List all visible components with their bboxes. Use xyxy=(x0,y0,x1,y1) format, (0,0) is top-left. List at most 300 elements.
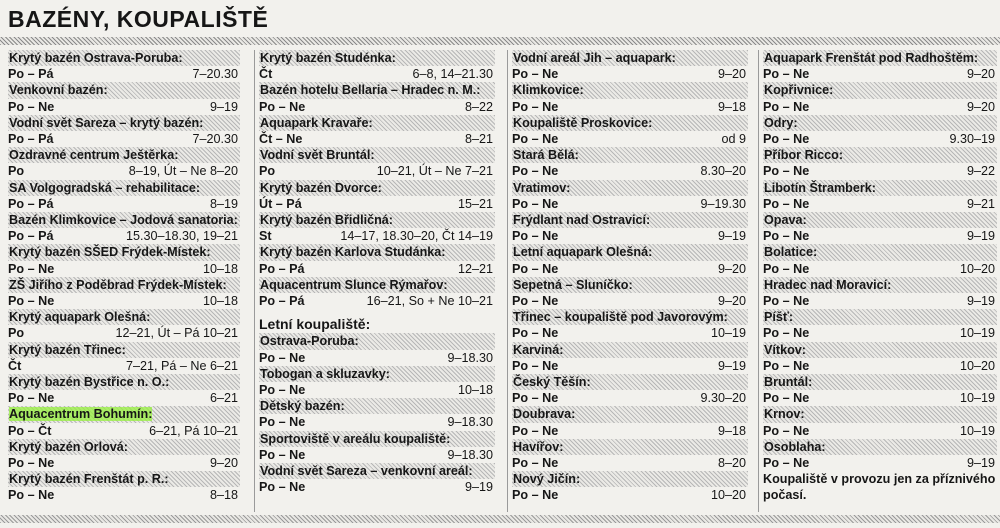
opening-hours: 6–21 xyxy=(209,391,238,406)
hours-row xyxy=(763,390,997,406)
days-label: Po – Ne xyxy=(259,415,306,430)
hours-row xyxy=(512,487,748,503)
days-label: Po – Ne xyxy=(8,488,55,503)
venue-label: Krytý bazén SŠED Frýdek-Místek: xyxy=(9,245,211,260)
opening-hours: 9–18 xyxy=(717,423,746,438)
venue-label: Vodní svět Bruntál: xyxy=(260,148,375,163)
pool-entry xyxy=(763,50,997,82)
pool-entry xyxy=(512,147,748,179)
hours-row xyxy=(259,293,495,309)
opening-hours: 9–22 xyxy=(966,164,995,179)
hours-row xyxy=(259,163,495,179)
pool-entry xyxy=(512,309,748,341)
pool-entry xyxy=(8,147,240,179)
pool-entry xyxy=(763,82,997,114)
venue-name xyxy=(8,115,240,131)
hours-row xyxy=(512,196,748,212)
venue-label: Ostrava-Poruba: xyxy=(260,334,359,349)
venue-name xyxy=(763,115,997,131)
days-label: Po – Ne xyxy=(512,488,559,503)
venue-label: Stará Bělá: xyxy=(513,148,579,163)
days-label: Čt xyxy=(8,358,22,373)
section-heading: Letní koupaliště: xyxy=(259,316,371,333)
opening-hours: od 9 xyxy=(721,131,746,146)
hours-row xyxy=(512,325,748,341)
hours-row xyxy=(512,293,748,309)
pool-entry xyxy=(8,244,240,276)
hours-row xyxy=(763,131,997,147)
opening-hours: 10–19 xyxy=(710,326,746,341)
opening-hours: 9.30–20 xyxy=(700,391,746,406)
venue-name xyxy=(512,115,748,131)
venue-name xyxy=(763,309,997,325)
hours-row xyxy=(259,479,495,495)
hours-row xyxy=(8,228,240,244)
opening-hours: 8.30–20 xyxy=(700,164,746,179)
opening-hours: 6–21, Pá 10–21 xyxy=(149,423,238,438)
venue-label: Příbor Ricco: xyxy=(764,148,844,163)
venue-label: Sportoviště v areálu koupaliště: xyxy=(260,431,451,446)
hours-row xyxy=(8,131,240,147)
opening-hours: 9–20 xyxy=(966,67,995,82)
opening-hours: 9.30–19 xyxy=(949,131,995,146)
hours-row xyxy=(512,163,748,179)
hours-row xyxy=(763,196,997,212)
venue-label: Ozdravné centrum Ještěrka: xyxy=(9,148,179,163)
venue-label: Krytý bazén Orlová: xyxy=(9,439,128,454)
hours-row xyxy=(259,228,495,244)
venue-name xyxy=(259,50,495,66)
days-label: Po – Ne xyxy=(512,229,559,244)
venue-name xyxy=(8,374,240,390)
pool-entry xyxy=(512,50,748,82)
venue-name xyxy=(8,406,240,422)
hours-row xyxy=(8,261,240,277)
days-label: Po – Ne xyxy=(259,382,306,397)
venue-label: Krnov: xyxy=(764,407,805,422)
venue-label: Osoblaha: xyxy=(764,439,826,454)
venue-label: Odry: xyxy=(764,115,798,130)
pool-entry xyxy=(8,439,240,471)
hours-row xyxy=(763,325,997,341)
venue-label: Karviná: xyxy=(513,342,564,357)
opening-hours: 9–19 xyxy=(209,99,238,114)
pool-entry xyxy=(763,406,997,438)
pool-entry xyxy=(512,406,748,438)
hours-row xyxy=(259,196,495,212)
venue-label: Nový Jičín: xyxy=(513,472,581,487)
venue-label: Krytý bazén Třinec: xyxy=(9,342,126,357)
pool-entry xyxy=(763,147,997,179)
days-label: Po xyxy=(8,164,25,179)
days-label: Po – Ne xyxy=(8,455,55,470)
venue-name xyxy=(259,398,495,414)
opening-hours: 8–19 xyxy=(209,196,238,211)
venue-label: Havířov: xyxy=(513,439,564,454)
opening-hours: 9–19 xyxy=(966,229,995,244)
column-summer-pools xyxy=(507,50,748,512)
days-label: Po – Ne xyxy=(512,131,559,146)
venue-name xyxy=(259,366,495,382)
venue-name xyxy=(763,180,997,196)
days-label: Po – Ne xyxy=(512,99,559,114)
pool-entry xyxy=(512,115,748,147)
pool-entry xyxy=(8,406,240,438)
venue-label: Aquapark Kravaře: xyxy=(260,115,373,130)
pool-entry xyxy=(259,398,495,430)
hours-row xyxy=(259,131,495,147)
pool-entry xyxy=(259,82,495,114)
venue-name xyxy=(259,244,495,260)
days-label: Po – Pá xyxy=(8,229,54,244)
venue-name xyxy=(512,309,748,325)
venue-label: Sepetná – Sluníčko: xyxy=(513,277,633,292)
venue-name xyxy=(763,439,997,455)
pool-entry xyxy=(8,212,240,244)
venue-name xyxy=(8,212,240,228)
days-label: Po – Ne xyxy=(512,391,559,406)
opening-hours: 15–21 xyxy=(457,196,493,211)
venue-label: Doubrava: xyxy=(513,407,576,422)
opening-hours: 10–19 xyxy=(959,391,995,406)
venue-label: Vodní areál Jih – aquapark: xyxy=(513,51,676,65)
pool-entry xyxy=(512,277,748,309)
days-label: Po – Ne xyxy=(259,350,306,365)
opening-hours: 8–21 xyxy=(464,131,493,146)
days-label: Po – Ne xyxy=(8,261,55,276)
hours-row xyxy=(8,163,240,179)
days-label: Po – Ne xyxy=(763,455,810,470)
pool-entry xyxy=(259,147,495,179)
opening-hours: 12–21 xyxy=(457,261,493,276)
opening-hours: 10–19 xyxy=(959,423,995,438)
pool-entry xyxy=(259,50,495,82)
opening-hours: 9–19 xyxy=(464,480,493,495)
pool-entry xyxy=(259,366,495,398)
pool-entry xyxy=(259,431,495,463)
venue-label: Krytý bazén Frenštát p. R.: xyxy=(9,472,169,487)
venue-label: Hradec nad Moravicí: xyxy=(764,277,892,292)
hours-row xyxy=(512,390,748,406)
opening-hours: 12–21, Út – Pá 10–21 xyxy=(115,326,238,341)
venue-name xyxy=(8,180,240,196)
opening-hours: 9–19 xyxy=(966,293,995,308)
hours-row xyxy=(259,66,495,82)
pool-entry xyxy=(8,115,240,147)
venue-name xyxy=(8,342,240,358)
pool-entry xyxy=(763,439,997,471)
opening-hours: 9–20 xyxy=(717,293,746,308)
pool-entry xyxy=(763,342,997,374)
opening-hours: 9–19 xyxy=(966,455,995,470)
days-label: Po – Ne xyxy=(259,99,306,114)
opening-hours: 8–20 xyxy=(717,455,746,470)
hours-row xyxy=(763,455,997,471)
days-label: Po – Ne xyxy=(763,423,810,438)
hours-row xyxy=(763,423,997,439)
hours-row xyxy=(259,261,495,277)
days-label: Po – Ne xyxy=(763,293,810,308)
opening-hours: 9–18 xyxy=(717,99,746,114)
opening-hours: 10–19 xyxy=(959,326,995,341)
venue-name xyxy=(512,212,748,228)
venue-name xyxy=(8,471,240,487)
days-label: Po – Ne xyxy=(512,326,559,341)
pool-entry xyxy=(512,212,748,244)
title-divider xyxy=(0,37,1000,45)
days-label: Po – Ne xyxy=(763,99,810,114)
pool-entry xyxy=(8,180,240,212)
venue-label: Letní aquapark Olešná: xyxy=(513,245,653,260)
venue-name xyxy=(259,82,495,98)
hours-row xyxy=(763,358,997,374)
venue-name xyxy=(8,147,240,163)
venue-label: Aquacentrum Slunce Rýmařov: xyxy=(260,277,448,292)
opening-hours: 9–20 xyxy=(209,455,238,470)
days-label: Po – Ne xyxy=(512,358,559,373)
pool-entry xyxy=(763,180,997,212)
opening-hours: 9–18.30 xyxy=(447,415,493,430)
hours-row xyxy=(763,66,997,82)
opening-hours: 10–18 xyxy=(457,382,493,397)
hours-row xyxy=(763,261,997,277)
hours-row xyxy=(8,390,240,406)
venue-label: Bruntál: xyxy=(764,374,813,389)
opening-hours: 10–20 xyxy=(959,261,995,276)
pool-entry xyxy=(8,342,240,374)
venue-label: Krytý bazén Břidličná: xyxy=(260,212,393,227)
venue-name xyxy=(512,374,748,390)
venue-label: Dětský bazén: xyxy=(260,399,345,414)
venue-label: Třinec – koupaliště pod Javorovým: xyxy=(513,310,728,325)
weather-note: Koupaliště v provozu jen za příznivého počasí. xyxy=(763,472,996,503)
opening-hours: 14–17, 18.30–20, Čt 14–19 xyxy=(340,229,493,244)
pool-entry xyxy=(259,244,495,276)
venue-name xyxy=(512,180,748,196)
opening-hours: 9–20 xyxy=(717,67,746,82)
hours-row xyxy=(8,487,240,503)
venue-name xyxy=(763,406,997,422)
opening-hours: 10–21, Út – Ne 7–21 xyxy=(376,164,493,179)
opening-hours: 7–20.30 xyxy=(192,131,238,146)
pool-entry xyxy=(763,374,997,406)
opening-hours: 10–20 xyxy=(710,488,746,503)
hours-row xyxy=(763,228,997,244)
days-label: Po – Ne xyxy=(763,326,810,341)
pool-entry xyxy=(512,82,748,114)
hours-row xyxy=(512,131,748,147)
opening-hours: 9–19 xyxy=(717,229,746,244)
days-label: Po – Ne xyxy=(259,480,306,495)
days-label: Po – Ne xyxy=(512,261,559,276)
opening-hours: 9–20 xyxy=(966,99,995,114)
pool-entry xyxy=(8,374,240,406)
venue-name xyxy=(763,82,997,98)
days-label: Po – Ne xyxy=(512,455,559,470)
days-label: Po – Ne xyxy=(512,196,559,211)
venue-name xyxy=(259,431,495,447)
venue-name xyxy=(8,82,240,98)
hours-row xyxy=(512,261,748,277)
venue-label: ZŠ Jiřího z Poděbrad Frýdek-Místek: xyxy=(9,277,227,292)
venue-label: Klimkovice: xyxy=(513,83,584,98)
page-title: BAZÉNY, KOUPALIŠTĚ xyxy=(8,6,269,32)
pool-entry xyxy=(259,212,495,244)
days-label: Po – Ne xyxy=(512,293,559,308)
hours-row xyxy=(259,99,495,115)
opening-hours: 9–18.30 xyxy=(447,447,493,462)
days-label: Po – Pá xyxy=(259,293,305,308)
hours-row xyxy=(259,447,495,463)
venue-label: Píšť: xyxy=(764,310,794,325)
pool-entry xyxy=(8,82,240,114)
days-label: St xyxy=(259,229,272,244)
opening-hours: 10–18 xyxy=(202,293,238,308)
days-label: Po – Ne xyxy=(512,164,559,179)
pool-entry xyxy=(8,50,240,82)
pool-entry xyxy=(259,463,495,495)
venue-label: Bazén hotelu Bellaria – Hradec n. M.: xyxy=(260,83,481,98)
days-label: Po – Ne xyxy=(8,99,55,114)
venue-name xyxy=(763,244,997,260)
venue-label: Bolatice: xyxy=(764,245,818,260)
hours-row xyxy=(8,99,240,115)
days-label: Po xyxy=(259,164,276,179)
days-label: Čt xyxy=(259,67,273,82)
venue-name xyxy=(763,212,997,228)
hours-row xyxy=(8,293,240,309)
venue-name xyxy=(512,406,748,422)
bottom-divider xyxy=(0,515,1000,523)
venue-label: Frýdlant nad Ostravicí: xyxy=(513,212,651,227)
venue-label: Vodní svět Sareza – venkovní areál: xyxy=(260,463,473,478)
opening-hours: 9–18.30 xyxy=(447,350,493,365)
venue-name xyxy=(763,147,997,163)
days-label: Po – Ne xyxy=(763,196,810,211)
venue-name xyxy=(512,82,748,98)
days-label: Po – Pá xyxy=(259,261,305,276)
venue-name xyxy=(259,115,495,131)
venue-label: Krytý bazén Karlova Studánka: xyxy=(260,245,446,260)
days-label: Po – Ne xyxy=(763,164,810,179)
venue-name xyxy=(763,50,997,66)
days-label: Út – Pá xyxy=(259,196,302,211)
pool-entry xyxy=(259,333,495,365)
pool-entry xyxy=(512,471,748,503)
hours-row xyxy=(763,163,997,179)
pool-entry xyxy=(512,342,748,374)
hours-row xyxy=(763,99,997,115)
opening-hours: 9–19 xyxy=(717,358,746,373)
opening-hours: 8–22 xyxy=(464,99,493,114)
venue-name xyxy=(763,342,997,358)
venue-label: Bazén Klimkovice – Jodová sanatoria: xyxy=(9,212,238,227)
venue-name xyxy=(8,277,240,293)
venue-name xyxy=(8,50,240,66)
opening-hours: 7–20.30 xyxy=(192,67,238,82)
venue-name xyxy=(8,439,240,455)
venue-name xyxy=(259,180,495,196)
highlighted-venue-label: Aquacentrum Bohumín: xyxy=(9,407,153,422)
days-label: Po – Ne xyxy=(512,423,559,438)
venue-label: Krytý bazén Bystřice n. O.: xyxy=(9,374,170,389)
venue-label: Kopřivnice: xyxy=(764,83,834,98)
venue-name xyxy=(259,333,495,349)
venue-name xyxy=(512,439,748,455)
pool-entry xyxy=(763,277,997,309)
pool-entry xyxy=(763,115,997,147)
pool-entry xyxy=(8,277,240,309)
venue-label: SA Volgogradská – rehabilitace: xyxy=(9,180,201,195)
hours-row xyxy=(512,358,748,374)
column-more-summer-pools xyxy=(758,50,997,512)
days-label: Po – Ne xyxy=(8,391,55,406)
venue-label: Vodní svět Sareza – krytý bazén: xyxy=(9,115,204,130)
days-label: Po – Pá xyxy=(8,196,54,211)
pool-entry xyxy=(8,471,240,503)
hours-row xyxy=(512,66,748,82)
venue-label: Tobogan a skluzavky: xyxy=(260,366,390,381)
opening-hours: 8–19, Út – Ne 8–20 xyxy=(128,164,238,179)
pool-entry xyxy=(763,244,997,276)
opening-hours: 8–18 xyxy=(209,488,238,503)
pool-entry xyxy=(763,309,997,341)
days-label: Po – Ne xyxy=(512,67,559,82)
days-label: Po – Ne xyxy=(259,447,306,462)
pool-entry xyxy=(512,244,748,276)
pool-entry xyxy=(512,180,748,212)
opening-hours: 9–21 xyxy=(966,196,995,211)
venue-name xyxy=(763,374,997,390)
pool-entry xyxy=(512,439,748,471)
venue-label: Vítkov: xyxy=(764,342,806,357)
pool-entry xyxy=(512,374,748,406)
hours-row xyxy=(8,66,240,82)
hours-row xyxy=(8,455,240,471)
opening-hours: 15.30–18.30, 19–21 xyxy=(125,229,238,244)
venue-label: Aquapark Frenštát pod Radhoštěm: xyxy=(764,51,979,65)
pool-entry xyxy=(259,180,495,212)
days-label: Po – Ne xyxy=(763,358,810,373)
days-label: Po – Pá xyxy=(8,67,54,82)
venue-name xyxy=(259,277,495,293)
venue-label: Libotín Štramberk: xyxy=(764,180,876,195)
venue-label: Krytý bazén Studénka: xyxy=(260,51,396,65)
venue-label: Český Těšín: xyxy=(513,374,591,389)
venue-name xyxy=(259,147,495,163)
days-label: Čt – Ne xyxy=(259,131,303,146)
hours-row xyxy=(259,350,495,366)
venue-name xyxy=(512,147,748,163)
opening-hours: 10–18 xyxy=(202,261,238,276)
days-label: Po – Ne xyxy=(8,293,55,308)
venue-label: Krytý bazén Dvorce: xyxy=(260,180,382,195)
column-indoor-pools xyxy=(8,50,240,512)
hours-row xyxy=(512,455,748,471)
venue-name xyxy=(512,50,748,66)
pool-entry xyxy=(8,309,240,341)
venue-name xyxy=(8,244,240,260)
days-label: Po – Čt xyxy=(8,423,52,438)
days-label: Po – Ne xyxy=(763,131,810,146)
hours-row xyxy=(8,358,240,374)
venue-name xyxy=(512,277,748,293)
pool-entry xyxy=(763,212,997,244)
days-label: Po xyxy=(8,326,25,341)
venue-name xyxy=(512,342,748,358)
column-regional-pools xyxy=(254,50,495,512)
hours-row xyxy=(763,293,997,309)
